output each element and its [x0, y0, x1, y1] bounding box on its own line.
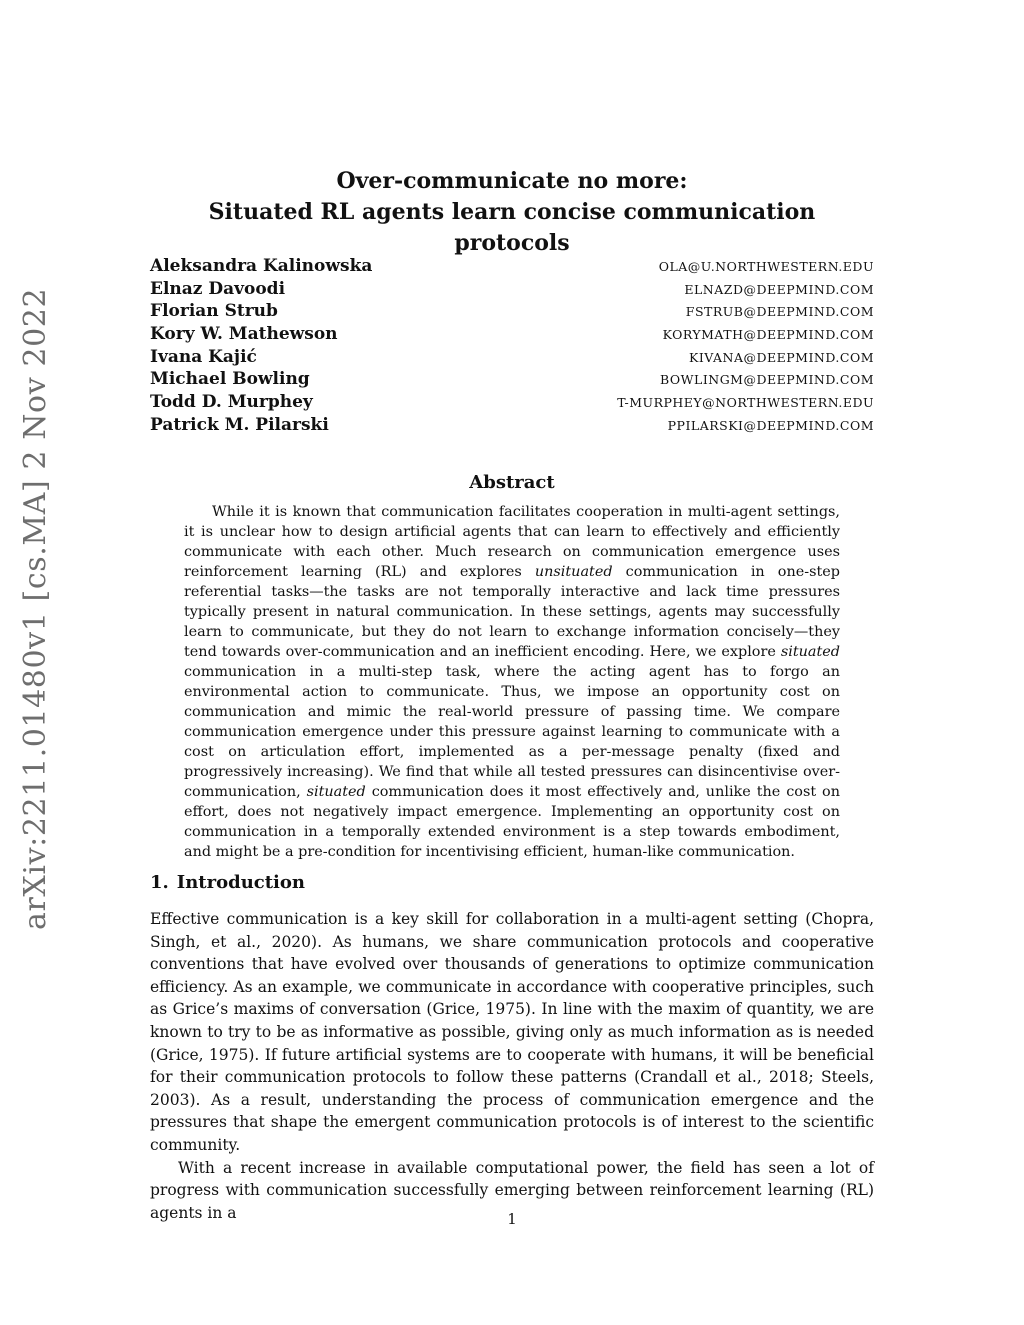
title-line-2: Situated RL agents learn concise communication protocols	[208, 199, 816, 256]
author-row	[150, 279, 874, 302]
abstract-text: communication does it most effectively and, unlike the cost on effort, does not negatively impact emergence. Implementing an opportunity cost on communication in a temporally extended environment is a step towards embodiment, and might be a pre-condition for incentivising efficient, human-like communication.	[184, 784, 840, 860]
abstract-paragraph	[184, 502, 840, 862]
author-name: Aleksandra Kalinowska	[150, 256, 373, 276]
intro-paragraph-1: Effective communication is a key skill for collaboration in a multi-agent setting (Chopra, Singh, et al., 2020). As humans, we share communication protocols and cooperative conventions that have evolved over thousands of generations to optimize communication efficiency. As an example, we communicate in accordance with cooperative principles, such as Grice’s maxims of conversation (Grice, 1975). In line with the maxim of quantity, we are known to try to be as informative as possible, giving only as much information as is needed (Grice, 1975). If future artificial systems are to cooperate with humans, it will be beneficial for their communication protocols to follow these patterns (Crandall et al., 2018; Steels, 2003). As a result, understanding the process of communication emergence and the pressures that shape the emergent communication protocols is of interest to the scientific community.	[150, 910, 874, 1154]
author-row	[150, 347, 874, 370]
author-email: KORYMATH@DEEPMIND.COM	[662, 327, 874, 343]
arxiv-identifier: arXiv:2211.01480v1 [cs.MA] 2 Nov 2022	[18, 287, 53, 930]
author-name: Michael Bowling	[150, 369, 310, 390]
author-name: Kory W. Mathewson	[150, 324, 338, 345]
abstract-body	[184, 502, 840, 862]
author-row	[150, 301, 874, 324]
author-list	[150, 256, 874, 438]
section-title: Introduction	[176, 872, 305, 893]
author-email: BOWLINGM@DEEPMIND.COM	[660, 372, 874, 388]
author-email: PPILARSKI@DEEPMIND.COM	[667, 417, 874, 433]
abstract-heading: Abstract	[469, 472, 555, 493]
section-heading-introduction	[150, 872, 305, 893]
author-row	[150, 415, 874, 438]
author-row	[150, 256, 874, 279]
author-name: Todd D. Murphey	[150, 392, 313, 413]
author-name: Ivana Kajić	[150, 346, 257, 367]
author-row	[150, 324, 874, 347]
author-email: T-MURPHEY@NORTHWESTERN.EDU	[617, 395, 874, 411]
author-name: Florian Strub	[150, 301, 278, 322]
title-line-1: Over-communicate no more:	[336, 168, 688, 194]
intro-paragraph-2: With a recent increase in available computational power, the field has seen a lot of progress with communication successfully emerging between reinforcement learning (RL) agents in a	[150, 1158, 874, 1222]
author-name: Elnaz Davoodi	[150, 278, 286, 299]
author-email: OLA@U.NORTHWESTERN.EDU	[658, 259, 874, 274]
section-number: 1.	[150, 872, 169, 893]
abstract-emphasis: situated	[306, 784, 366, 800]
author-email: KIVANA@DEEPMIND.COM	[689, 349, 874, 365]
author-row	[150, 369, 874, 392]
abstract-emphasis: situated	[780, 644, 840, 660]
abstract-emphasis: unsituated	[534, 564, 613, 580]
author-row	[150, 392, 874, 415]
abstract-text: communication in one-step referential tasks—the tasks are not temporally interactive and lack time pressures typically present in natural communication. In these settings, agents may successfully learn to communicate, but they do not learn to exchange information concisely—they tend towards over-communication and an inefficient encoding. Here, we explore	[184, 564, 840, 660]
author-email: ELNAZD@DEEPMIND.COM	[684, 281, 874, 297]
abstract-text: communication in a multi-step task, where the acting agent has to forgo an environmental action to communicate. Thus, we impose an opportunity cost on communication and mimic the real-world pressure of passing time. We compare communication emergence under this pressure against learning to communicate with a cost on articulation effort, implemented as a per-message penalty (fixed and progressively increasing). We find that while all tested pressures can disincentivise over-communication,	[184, 664, 840, 800]
author-email: FSTRUB@DEEPMIND.COM	[685, 304, 874, 320]
introduction-body	[150, 908, 874, 1224]
author-name: Patrick M. Pilarski	[150, 414, 329, 435]
abstract-text: While it is known that communication facilitates cooperation in multi-agent settings, it is unclear how to design artificial agents that can learn to effectively and efficiently communicate with each other. Much research on communication emergence uses reinforcement learning (RL) and explores	[184, 504, 840, 580]
paper-title	[150, 166, 874, 259]
page-number: 1	[507, 1210, 517, 1228]
